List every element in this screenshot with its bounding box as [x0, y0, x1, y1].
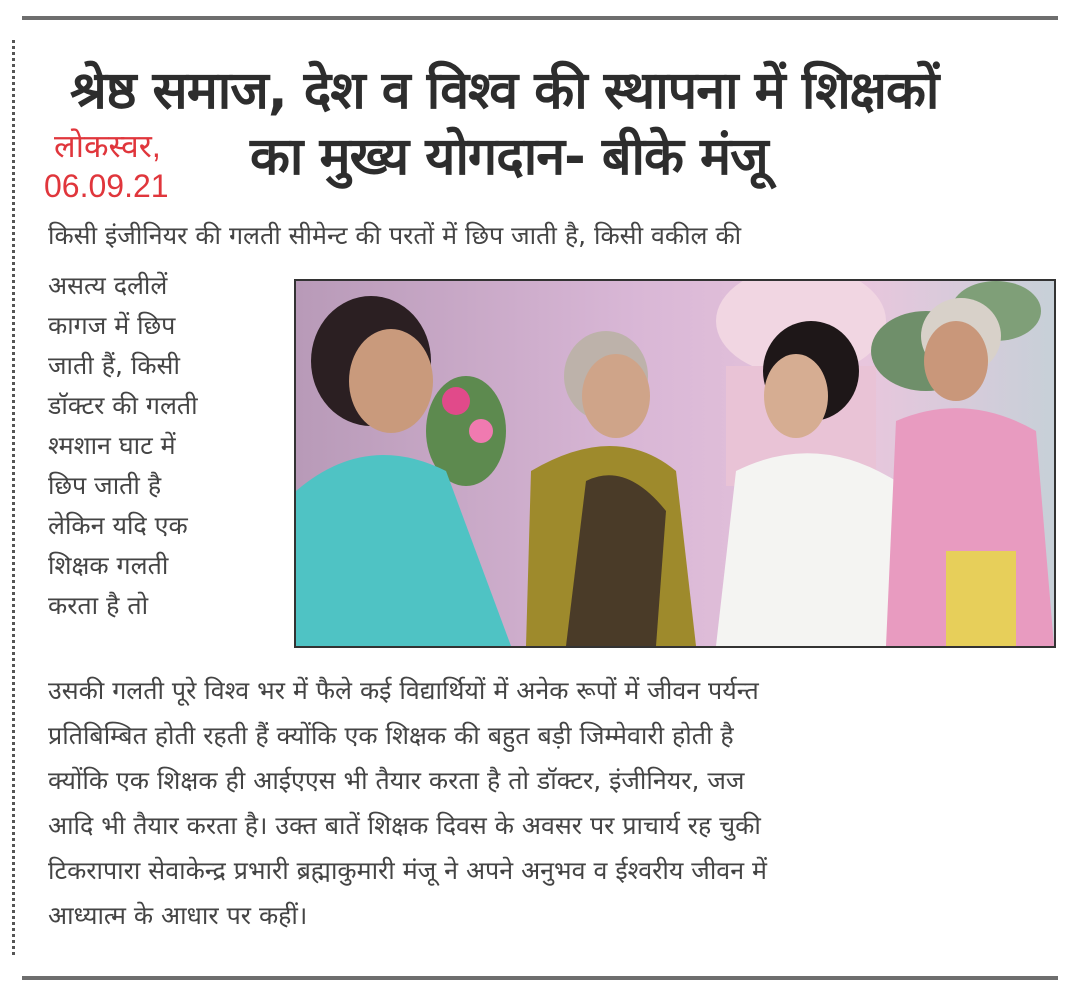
- article-bottom-paragraph: [48, 668, 1058, 938]
- left-column-line: लेकिन यदि एक: [48, 511, 188, 540]
- headline: [60, 58, 1050, 190]
- flower: [469, 419, 493, 443]
- news-photo: [294, 279, 1056, 648]
- left-column-line: शिक्षक गलती: [48, 551, 169, 580]
- publication-stamp: [44, 126, 169, 206]
- person-1-face: [349, 329, 433, 433]
- top-rule: [22, 16, 1058, 20]
- bottom-rule: [22, 976, 1058, 980]
- left-column-line: कागज में छिप: [48, 311, 176, 340]
- paragraph-line: टिकरापारा सेवाकेन्द्र प्रभारी ब्रह्माकुमारी मंजू ने अपने अनुभव व ईश्वरीय जीवन में: [48, 856, 767, 885]
- paragraph-line: उसकी गलती पूरे विश्व भर में फैले कई विद्यार्थियों में अनेक रूपों में जीवन पर्यन्त: [48, 676, 759, 705]
- photo-illustration: [296, 281, 1054, 646]
- left-column-line: करता है तो: [48, 591, 149, 620]
- person-4-face: [924, 321, 988, 401]
- headline-line-2: का मुख्य योगदान- बीके मंजू: [250, 127, 768, 187]
- article-left-column: [48, 266, 288, 626]
- headline-line-1: श्रेष्ठ समाज, देश व विश्व की स्थापना में शिक्षकों: [70, 61, 939, 121]
- left-column-line: डॉक्टर की गलती: [48, 391, 198, 420]
- person-3-face: [764, 354, 828, 438]
- paragraph-line: आदि भी तैयार करता है। उक्त बातें शिक्षक दिवस के अवसर पर प्राचार्य रह चुकी: [48, 811, 761, 840]
- person-2-face: [582, 354, 650, 438]
- flower: [442, 387, 470, 415]
- person-4-pattern: [946, 551, 1016, 646]
- left-column-line: जाती हैं, किसी: [48, 351, 180, 380]
- left-column-line: छिप जाती है: [48, 471, 162, 500]
- paragraph-line: क्योंकि एक शिक्षक ही आईएएस भी तैयार करता है तो डॉक्टर, इंजीनियर, जज: [48, 766, 745, 795]
- paragraph-line: प्रतिबिम्बित होती रहती हैं क्योंकि एक शिक्षक की बहुत बड़ी जिम्मेवारी होती है: [48, 721, 734, 750]
- paragraph-line: आध्यात्म के आधार पर कहीं।: [48, 901, 308, 930]
- left-column-line: श्मशान घाट में: [48, 431, 176, 460]
- left-column-line: असत्य दलीलें: [48, 271, 168, 300]
- publication-name: लोकस्वर,: [54, 128, 161, 164]
- publication-date: 06.09.21: [44, 168, 169, 204]
- article-first-line: किसी इंजीनियर की गलती सीमेन्ट की परतों में छिप जाती है, किसी वकील की: [48, 221, 742, 250]
- left-dotted-border: [12, 40, 15, 955]
